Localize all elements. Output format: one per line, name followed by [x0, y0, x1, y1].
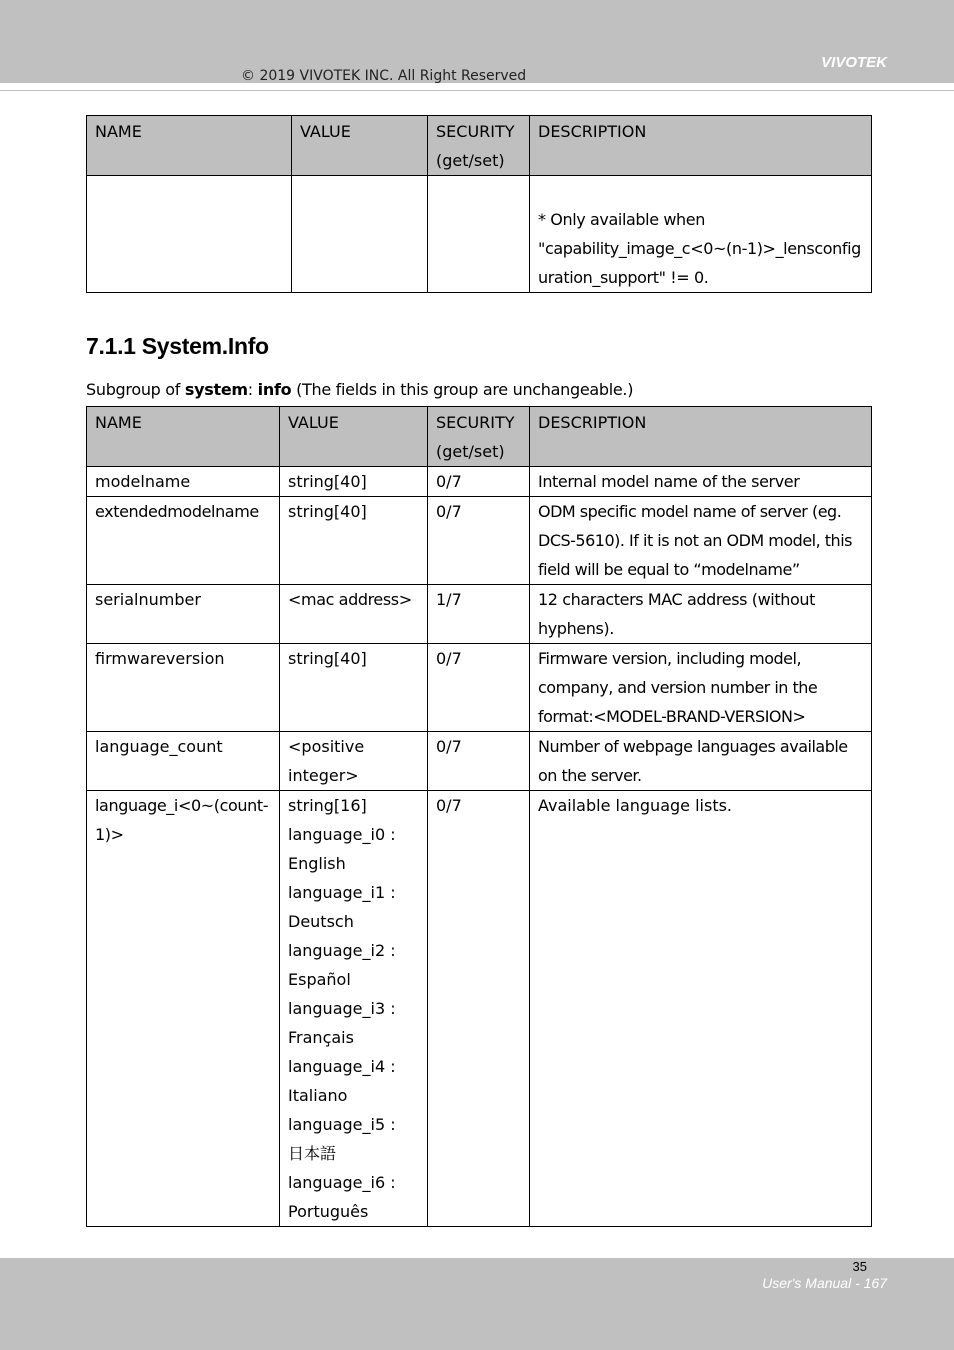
table-header-row: [87, 116, 872, 176]
cell-name: modelname: [87, 467, 280, 497]
language-key: language_i4 :: [288, 1057, 396, 1076]
header-value: VALUE: [292, 116, 428, 176]
cell-security: 0/7: [428, 497, 530, 585]
description-line: "capability_image_c<0~(n-1)>_lensconfig: [538, 239, 861, 258]
section-title: 7.1.1 System.Info: [86, 333, 269, 359]
cell-name: [87, 176, 292, 293]
header-security-text: SECURITY (get/set): [436, 413, 515, 461]
cell-description: 12 characters MAC address (without hyphens).: [530, 585, 872, 644]
value-type: string[16]: [288, 796, 367, 815]
description-line: * Only available when: [538, 210, 705, 229]
language-key: language_i3 :: [288, 999, 396, 1018]
subgroup-caption: [86, 380, 633, 399]
header-name: NAME: [87, 407, 280, 467]
description-line: uration_support" != 0.: [538, 268, 709, 287]
subgroup-group: system: [184, 380, 248, 399]
cell-value: [280, 791, 428, 1227]
header-description: DESCRIPTION: [530, 407, 872, 467]
language-name: Português: [288, 1202, 369, 1221]
header-value: VALUE: [280, 407, 428, 467]
language-name: Deutsch: [288, 912, 354, 931]
cell-description: Internal model name of the server: [530, 467, 872, 497]
system-info-table: [86, 406, 872, 1227]
table-row: [87, 176, 872, 293]
table-row: [87, 644, 872, 732]
cell-value: string[40]: [280, 467, 428, 497]
cell-value: [292, 176, 428, 293]
language-key: language_i6 :: [288, 1173, 396, 1192]
cell-name: language_i<0~(count-1)>: [87, 791, 280, 1227]
header-divider: [0, 90, 954, 91]
subgroup-separator: :: [247, 380, 258, 399]
language-key: language_i1 :: [288, 883, 396, 902]
language-name: Français: [288, 1028, 354, 1047]
table-row: [87, 497, 872, 585]
header-security-text: SECURITY (get/set): [436, 122, 515, 170]
footer-bar: [0, 1258, 954, 1350]
language-name: Español: [288, 970, 351, 989]
cell-value: string[40]: [280, 644, 428, 732]
subgroup-prefix: Subgroup of: [86, 380, 185, 399]
language-key: language_i0 :: [288, 825, 396, 844]
subgroup-name: info: [257, 380, 292, 399]
cell-description: ODM specific model name of server (eg. DCS-5610). If it is not an ODM model, this field will be equal to “modelname”: [530, 497, 872, 585]
header-name: NAME: [87, 116, 292, 176]
table-header-row: [87, 407, 872, 467]
cell-name: serialnumber: [87, 585, 280, 644]
copyright-text: © 2019 VIVOTEK INC. All Right Reserved: [241, 68, 527, 84]
cell-value: string[40]: [280, 497, 428, 585]
table-row: [87, 585, 872, 644]
cell-description: Firmware version, including model, company, and version number in the format:<MODEL-BRAND-VERSION>: [530, 644, 872, 732]
manual-label: User's Manual - 167: [762, 1275, 887, 1291]
header-security: [428, 407, 530, 467]
table-row: [87, 732, 872, 791]
language-key: language_i2 :: [288, 941, 396, 960]
cell-description: [530, 176, 872, 293]
header-description: DESCRIPTION: [530, 116, 872, 176]
cell-security: [428, 176, 530, 293]
language-name: 日本語: [288, 1144, 337, 1163]
cell-security: 0/7: [428, 467, 530, 497]
language-key: language_i5 :: [288, 1115, 396, 1134]
page-number: 35: [852, 1259, 867, 1274]
cell-name: language_count: [87, 732, 280, 791]
cell-security: 0/7: [428, 791, 530, 1227]
subgroup-note: (The fields in this group are unchangeable.): [291, 380, 634, 399]
cell-value: <mac address>: [280, 585, 428, 644]
brand-logo: VIVOTEK: [821, 54, 887, 71]
cell-security: 0/7: [428, 644, 530, 732]
language-name: Italiano: [288, 1086, 348, 1105]
table-row: [87, 467, 872, 497]
table-row: [87, 791, 872, 1227]
cell-security: 1/7: [428, 585, 530, 644]
cell-description: Available language lists.: [530, 791, 872, 1227]
cell-description: Number of webpage languages available on the server.: [530, 732, 872, 791]
cell-name: extendedmodelname: [87, 497, 280, 585]
cell-security: 0/7: [428, 732, 530, 791]
header-security: [428, 116, 530, 176]
language-name: English: [288, 854, 346, 873]
cell-name: firmwareversion: [87, 644, 280, 732]
parameter-table-continued: [86, 115, 872, 293]
cell-value: <positive integer>: [280, 732, 428, 791]
